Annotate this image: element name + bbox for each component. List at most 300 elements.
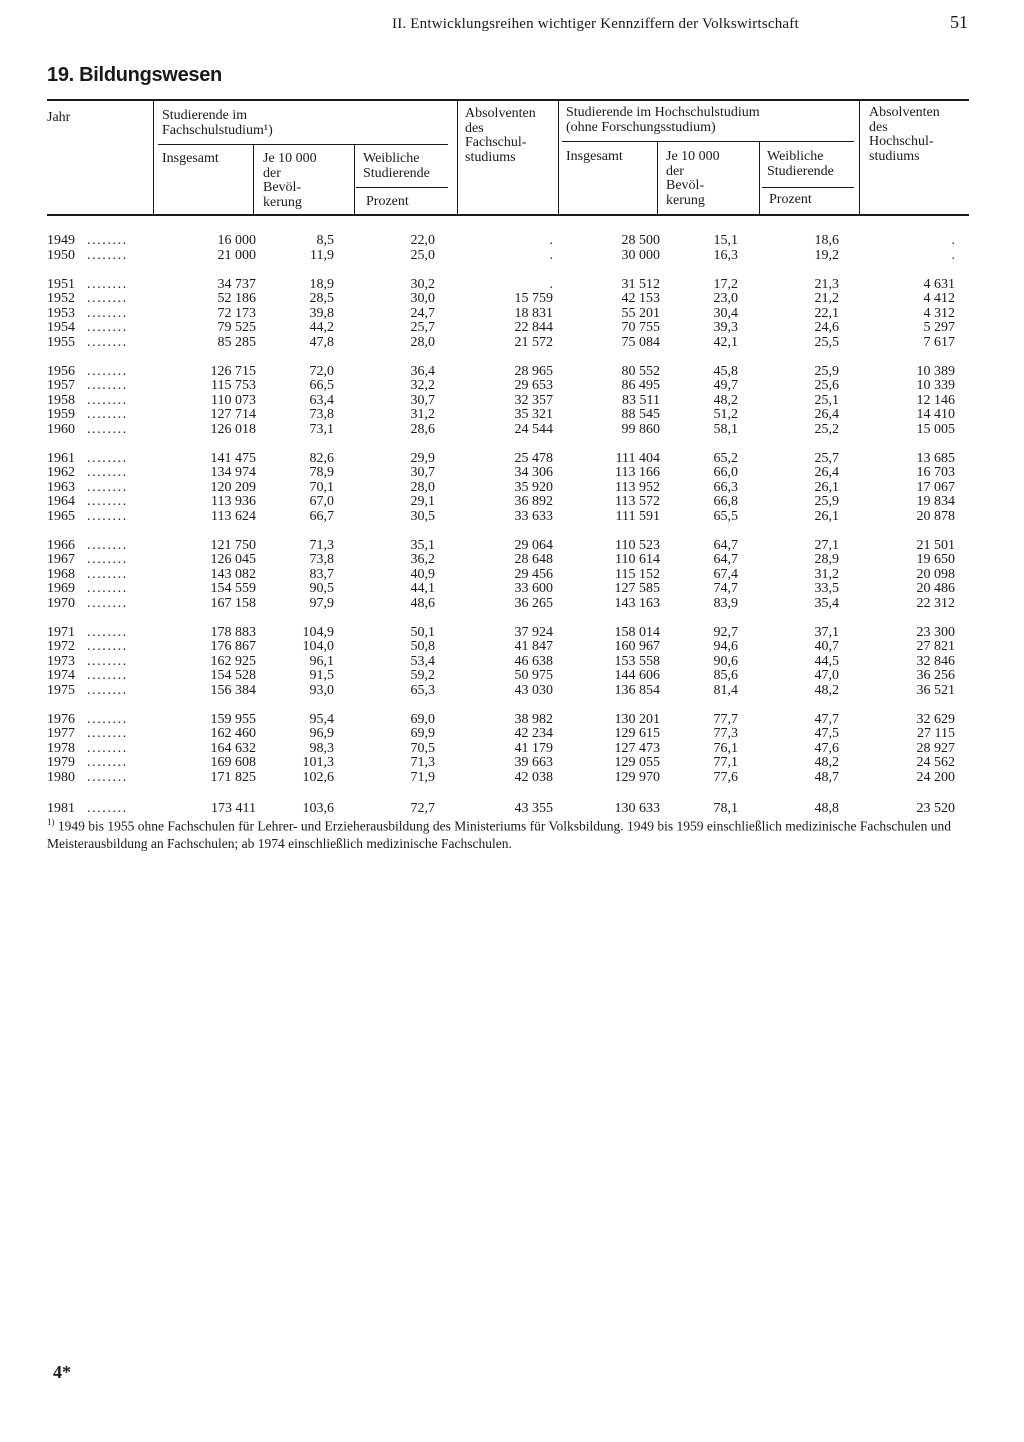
cell-absolventen-hochschul: 22 312 <box>916 595 955 611</box>
cell-fach-je-10000: 97,9 <box>309 595 334 611</box>
header-hoch-insgesamt: Insgesamt <box>566 149 623 164</box>
cell-fach-je-10000: 104,9 <box>302 624 334 640</box>
header-absolventen-fachschul: Absolventen des Fachschul- studiums <box>465 106 536 165</box>
header-hoch-weibliche: Weibliche Studierende <box>767 149 834 179</box>
header-jahr: Jahr <box>47 110 71 125</box>
cell-hoch-weibliche: 25,9 <box>814 494 839 509</box>
cell-absolventen-hochschul: . <box>951 247 955 263</box>
cell-hoch-je-10000: 66,0 <box>713 465 738 480</box>
cell-hoch-weibliche: 44,5 <box>814 653 839 669</box>
cell-hoch-insgesamt: 130 201 <box>614 711 660 727</box>
col-divider-2 <box>253 145 254 214</box>
cell-absolventen-hochschul: 4 631 <box>923 276 955 292</box>
cell-year: 1973 <box>47 653 75 669</box>
cell-hoch-insgesamt: 110 523 <box>615 537 660 553</box>
cell-year: 1962 <box>47 465 75 480</box>
cell-hoch-weibliche: 26,1 <box>814 479 839 495</box>
cell-hoch-weibliche: 37,1 <box>814 624 839 640</box>
cell-hoch-insgesamt: 80 552 <box>621 363 660 379</box>
header-fach-insgesamt: Insgesamt <box>162 151 219 166</box>
cell-absolventen-hochschul: 36 256 <box>916 668 955 683</box>
footnote <box>47 814 982 852</box>
cell-dots: ........ <box>87 537 128 553</box>
cell-hoch-insgesamt: 129 055 <box>614 755 660 770</box>
cell-fach-je-10000: 8,5 <box>316 233 334 248</box>
cell-fach-insgesamt: 113 624 <box>211 508 256 524</box>
cell-hoch-weibliche: 47,5 <box>814 726 839 741</box>
table-row <box>40 553 980 568</box>
cell-absolventen-hochschul: 27 115 <box>917 726 955 741</box>
table-row <box>40 292 980 307</box>
table-row <box>40 510 980 525</box>
cell-hoch-weibliche: 25,6 <box>814 378 839 393</box>
cell-dots: ........ <box>87 726 128 741</box>
table-row <box>40 379 980 394</box>
cell-dots: ........ <box>87 421 128 437</box>
cell-absolventen-fachschul: 37 924 <box>514 624 553 640</box>
col-divider-8 <box>859 101 860 214</box>
table-row <box>40 481 980 496</box>
cell-year: 1969 <box>47 581 75 596</box>
cell-absolventen-hochschul: 4 312 <box>923 305 955 321</box>
cell-hoch-je-10000: 77,3 <box>713 726 738 741</box>
cell-fach-je-10000: 39,8 <box>309 305 334 321</box>
cell-hoch-je-10000: 66,8 <box>713 494 738 509</box>
cell-fach-weibliche: 29,9 <box>410 450 435 466</box>
cell-hoch-weibliche: 25,1 <box>814 392 839 408</box>
cell-fach-je-10000: 93,0 <box>309 682 334 698</box>
cell-absolventen-fachschul: 15 759 <box>514 291 553 306</box>
cell-fach-insgesamt: 134 974 <box>210 465 256 480</box>
cell-fach-je-10000: 90,5 <box>309 581 334 596</box>
cell-absolventen-hochschul: 21 501 <box>916 537 955 553</box>
cell-fach-je-10000: 102,6 <box>302 769 334 785</box>
cell-fach-weibliche: 69,9 <box>410 726 435 741</box>
table-row <box>40 278 980 293</box>
cell-absolventen-fachschul: 35 321 <box>514 407 553 422</box>
cell-hoch-je-10000: 64,7 <box>713 552 738 567</box>
cell-fach-weibliche: 28,6 <box>410 421 435 437</box>
cell-absolventen-hochschul: 32 629 <box>916 711 955 727</box>
table-row <box>40 452 980 467</box>
cell-hoch-insgesamt: 86 495 <box>621 378 660 393</box>
cell-hoch-je-10000: 66,3 <box>713 479 738 495</box>
cell-fach-insgesamt: 16 000 <box>217 233 256 248</box>
table-row <box>40 321 980 336</box>
cell-dots: ........ <box>87 653 128 669</box>
cell-fach-je-10000: 73,8 <box>309 407 334 422</box>
cell-fach-weibliche: 59,2 <box>410 668 435 683</box>
cell-fach-je-10000: 63,4 <box>309 392 334 408</box>
cell-absolventen-fachschul: 42 038 <box>514 769 553 785</box>
cell-fach-insgesamt: 110 073 <box>211 392 256 408</box>
cell-fach-insgesamt: 167 158 <box>210 595 256 611</box>
cell-hoch-je-10000: 85,6 <box>713 668 738 683</box>
cell-year: 1952 <box>47 291 75 306</box>
cell-hoch-weibliche: 33,5 <box>814 581 839 596</box>
cell-year: 1955 <box>47 334 75 350</box>
cell-hoch-insgesamt: 30 000 <box>621 247 660 263</box>
cell-fach-insgesamt: 72 173 <box>217 305 256 321</box>
cell-fach-weibliche: 28,0 <box>410 334 435 350</box>
cell-fach-weibliche: 30,5 <box>410 508 435 524</box>
header-fach-weibliche: Weibliche Studierende <box>363 151 430 181</box>
footnote-text: 1949 bis 1955 ohne Fachschulen für Lehrer- und Erzieherausbildung des Ministeriums für Volksbildung. 1949 bis 1959 einschließlich medizinische Fachschulen und Meisterausbildung an Fachschulen; ab 1974 einschließlich medizinische Fachschulen. <box>47 818 951 851</box>
table-row <box>40 597 980 612</box>
cell-fach-je-10000: 28,5 <box>309 291 334 306</box>
cell-absolventen-hochschul: 4 412 <box>923 291 955 306</box>
cell-hoch-weibliche: 31,2 <box>814 566 839 582</box>
cell-fach-je-10000: 71,3 <box>309 537 334 553</box>
cell-absolventen-hochschul: 10 389 <box>916 363 955 379</box>
cell-absolventen-hochschul: 24 200 <box>916 769 955 785</box>
cell-hoch-je-10000: 81,4 <box>713 682 738 698</box>
cell-year: 1956 <box>47 363 75 379</box>
table-row <box>40 568 980 583</box>
cell-hoch-weibliche: 19,2 <box>814 247 839 263</box>
cell-dots: ........ <box>87 407 128 422</box>
cell-absolventen-hochschul: 10 339 <box>916 378 955 393</box>
cell-hoch-insgesamt: 88 545 <box>621 407 660 422</box>
table-row <box>40 640 980 655</box>
header-absolventen-hochschul: Absolventen des Hochschul- studiums <box>869 105 940 164</box>
cell-hoch-je-10000: 51,2 <box>713 407 738 422</box>
cell-year: 1980 <box>47 769 75 785</box>
cell-fach-je-10000: 82,6 <box>309 450 334 466</box>
cell-absolventen-fachschul: 33 600 <box>514 581 553 596</box>
cell-absolventen-fachschul: 29 456 <box>514 566 553 582</box>
table-row <box>40 539 980 554</box>
cell-hoch-weibliche: 35,4 <box>814 595 839 611</box>
cell-hoch-je-10000: 83,9 <box>713 595 738 611</box>
table-row <box>40 655 980 670</box>
cell-fach-je-10000: 66,5 <box>309 378 334 393</box>
cell-hoch-je-10000: 23,0 <box>713 291 738 306</box>
cell-absolventen-hochschul: 12 146 <box>916 392 955 408</box>
cell-fach-weibliche: 70,5 <box>410 740 435 756</box>
cell-fach-weibliche: 30,7 <box>410 392 435 408</box>
cell-hoch-je-10000: 94,6 <box>713 639 738 654</box>
cell-absolventen-hochschul: 16 703 <box>916 465 955 480</box>
cell-hoch-insgesamt: 111 591 <box>615 508 660 524</box>
cell-fach-je-10000: 95,4 <box>309 711 334 727</box>
cell-year: 1978 <box>47 740 75 756</box>
cell-fach-insgesamt: 154 528 <box>210 668 256 683</box>
cell-fach-je-10000: 44,2 <box>309 320 334 335</box>
cell-fach-insgesamt: 21 000 <box>217 247 256 263</box>
cell-year: 1970 <box>47 595 75 611</box>
cell-hoch-insgesamt: 42 153 <box>621 291 660 306</box>
cell-year: 1977 <box>47 726 75 741</box>
cell-dots: ........ <box>87 378 128 393</box>
header-fach-je-10000: Je 10 000 der Bevöl- kerung <box>263 151 317 210</box>
cell-fach-weibliche: 53,4 <box>410 653 435 669</box>
cell-hoch-insgesamt: 28 500 <box>621 233 660 248</box>
cell-absolventen-fachschul: 33 633 <box>514 508 553 524</box>
cell-fach-weibliche: 44,1 <box>410 581 435 596</box>
cell-fach-je-10000: 70,1 <box>309 479 334 495</box>
cell-fach-weibliche: 25,0 <box>410 247 435 263</box>
table-row <box>40 684 980 699</box>
cell-hoch-insgesamt: 75 084 <box>621 334 660 350</box>
table-row <box>40 756 980 771</box>
cell-year: 1968 <box>47 566 75 582</box>
cell-hoch-weibliche: 18,6 <box>814 233 839 248</box>
cell-fach-insgesamt: 126 018 <box>210 421 256 437</box>
cell-absolventen-fachschul: 43 355 <box>514 801 553 816</box>
cell-fach-insgesamt: 162 460 <box>210 726 256 741</box>
cell-fach-je-10000: 18,9 <box>309 276 334 292</box>
cell-absolventen-hochschul: 19 650 <box>916 552 955 567</box>
cell-absolventen-fachschul: 22 844 <box>514 320 553 335</box>
footnote-marker: 1) <box>47 817 55 827</box>
cell-hoch-weibliche: 21,2 <box>814 291 839 306</box>
cell-dots: ........ <box>87 276 128 292</box>
cell-dots: ........ <box>87 668 128 683</box>
cell-fach-weibliche: 35,1 <box>410 537 435 553</box>
cell-hoch-insgesamt: 160 967 <box>614 639 660 654</box>
cell-hoch-weibliche: 47,6 <box>814 740 839 756</box>
cell-absolventen-hochschul: 23 300 <box>916 624 955 640</box>
cell-hoch-je-10000: 92,7 <box>713 624 738 640</box>
header-hoch-je-10000: Je 10 000 der Bevöl- kerung <box>666 149 720 208</box>
cell-absolventen-fachschul: 25 478 <box>514 450 553 466</box>
cell-year: 1966 <box>47 537 75 553</box>
table-row <box>40 365 980 380</box>
cell-absolventen-fachschul: . <box>549 233 553 248</box>
cell-fach-weibliche: 25,7 <box>410 320 435 335</box>
cell-hoch-weibliche: 48,8 <box>814 801 839 816</box>
cell-hoch-weibliche: 26,1 <box>814 508 839 524</box>
cell-fach-je-10000: 73,8 <box>309 552 334 567</box>
cell-hoch-weibliche: 40,7 <box>814 639 839 654</box>
cell-hoch-je-10000: 65,2 <box>713 450 738 466</box>
fach-group-rule <box>158 144 448 145</box>
cell-hoch-je-10000: 78,1 <box>713 801 738 816</box>
cell-hoch-je-10000: 77,7 <box>713 711 738 727</box>
cell-fach-weibliche: 30,0 <box>410 291 435 306</box>
cell-hoch-weibliche: 24,6 <box>814 320 839 335</box>
table-row <box>40 307 980 322</box>
cell-hoch-je-10000: 77,1 <box>713 755 738 770</box>
cell-year: 1964 <box>47 494 75 509</box>
cell-fach-je-10000: 98,3 <box>309 740 334 756</box>
cell-fach-insgesamt: 79 525 <box>217 320 256 335</box>
cell-fach-weibliche: 30,2 <box>410 276 435 292</box>
table-row <box>40 771 980 786</box>
cell-fach-je-10000: 83,7 <box>309 566 334 582</box>
cell-fach-insgesamt: 121 750 <box>210 537 256 553</box>
cell-hoch-je-10000: 15,1 <box>713 233 738 248</box>
cell-year: 1965 <box>47 508 75 524</box>
cell-absolventen-hochschul: 32 846 <box>916 653 955 669</box>
cell-dots: ........ <box>87 479 128 495</box>
cell-hoch-je-10000: 49,7 <box>713 378 738 393</box>
cell-hoch-je-10000: 58,1 <box>713 421 738 437</box>
cell-hoch-weibliche: 25,2 <box>814 421 839 437</box>
table-row <box>40 234 980 249</box>
table-row <box>40 582 980 597</box>
cell-fach-weibliche: 36,4 <box>410 363 435 379</box>
cell-dots: ........ <box>87 682 128 698</box>
cell-hoch-weibliche: 25,5 <box>814 334 839 350</box>
cell-hoch-weibliche: 48,2 <box>814 682 839 698</box>
cell-fach-insgesamt: 34 737 <box>217 276 256 292</box>
cell-fach-insgesamt: 162 925 <box>210 653 256 669</box>
cell-fach-weibliche: 30,7 <box>410 465 435 480</box>
cell-absolventen-hochschul: 28 927 <box>916 740 955 756</box>
cell-hoch-weibliche: 27,1 <box>814 537 839 553</box>
cell-absolventen-fachschul: . <box>549 247 553 263</box>
cell-absolventen-hochschul: 36 521 <box>916 682 955 698</box>
cell-dots: ........ <box>87 801 128 816</box>
cell-hoch-weibliche: 21,3 <box>814 276 839 292</box>
cell-hoch-insgesamt: 83 511 <box>622 392 660 408</box>
cell-year: 1975 <box>47 682 75 698</box>
cell-fach-weibliche: 50,1 <box>410 624 435 640</box>
cell-absolventen-fachschul: 46 638 <box>514 653 553 669</box>
cell-dots: ........ <box>87 755 128 770</box>
cell-hoch-je-10000: 76,1 <box>713 740 738 756</box>
cell-year: 1981 <box>47 801 75 816</box>
cell-hoch-je-10000: 67,4 <box>713 566 738 582</box>
cell-fach-weibliche: 65,3 <box>410 682 435 698</box>
cell-hoch-insgesamt: 130 633 <box>614 801 660 816</box>
cell-fach-insgesamt: 115 753 <box>211 378 256 393</box>
cell-hoch-weibliche: 25,9 <box>814 363 839 379</box>
cell-dots: ........ <box>87 247 128 263</box>
cell-fach-weibliche: 32,2 <box>410 378 435 393</box>
cell-fach-insgesamt: 113 936 <box>211 494 256 509</box>
cell-hoch-weibliche: 28,9 <box>814 552 839 567</box>
cell-year: 1953 <box>47 305 75 321</box>
cell-absolventen-fachschul: 35 920 <box>514 479 553 495</box>
cell-hoch-weibliche: 22,1 <box>814 305 839 321</box>
cell-fach-je-10000: 72,0 <box>309 363 334 379</box>
cell-year: 1972 <box>47 639 75 654</box>
cell-hoch-weibliche: 48,2 <box>814 755 839 770</box>
hoch-group-rule <box>562 141 854 142</box>
cell-fach-insgesamt: 164 632 <box>210 740 256 756</box>
table-row <box>40 423 980 438</box>
cell-absolventen-hochschul: 24 562 <box>916 755 955 770</box>
cell-hoch-insgesamt: 110 614 <box>615 552 660 567</box>
cell-fach-je-10000: 91,5 <box>309 668 334 683</box>
cell-fach-weibliche: 72,7 <box>410 801 435 816</box>
cell-dots: ........ <box>87 291 128 306</box>
cell-year: 1963 <box>47 479 75 495</box>
cell-dots: ........ <box>87 595 128 611</box>
cell-fach-insgesamt: 126 715 <box>210 363 256 379</box>
cell-absolventen-fachschul: 38 982 <box>514 711 553 727</box>
cell-dots: ........ <box>87 581 128 596</box>
cell-hoch-je-10000: 42,1 <box>713 334 738 350</box>
cell-hoch-insgesamt: 113 952 <box>615 479 660 495</box>
cell-hoch-je-10000: 65,5 <box>713 508 738 524</box>
cell-fach-insgesamt: 126 045 <box>210 552 256 567</box>
cell-hoch-je-10000: 90,6 <box>713 653 738 669</box>
cell-absolventen-fachschul: 34 306 <box>514 465 553 480</box>
cell-dots: ........ <box>87 450 128 466</box>
cell-hoch-insgesamt: 143 163 <box>614 595 660 611</box>
cell-fach-je-10000: 73,1 <box>309 421 334 437</box>
cell-hoch-insgesamt: 113 166 <box>615 465 660 480</box>
cell-absolventen-fachschul: 39 663 <box>514 755 553 770</box>
cell-hoch-je-10000: 74,7 <box>713 581 738 596</box>
cell-absolventen-hochschul: 27 821 <box>916 639 955 654</box>
cell-hoch-weibliche: 48,7 <box>814 769 839 785</box>
cell-year: 1959 <box>47 407 75 422</box>
cell-hoch-insgesamt: 99 860 <box>621 421 660 437</box>
cell-dots: ........ <box>87 769 128 785</box>
cell-absolventen-hochschul: 14 410 <box>916 407 955 422</box>
cell-fach-je-10000: 66,7 <box>309 508 334 524</box>
cell-hoch-je-10000: 45,8 <box>713 363 738 379</box>
header-fach-group: Studierende im Fachschulstudium¹) <box>162 108 273 138</box>
col-divider-1 <box>153 101 154 214</box>
cell-fach-insgesamt: 176 867 <box>210 639 256 654</box>
table-row <box>40 249 980 264</box>
cell-hoch-insgesamt: 129 615 <box>614 726 660 741</box>
cell-hoch-insgesamt: 55 201 <box>621 305 660 321</box>
cell-fach-weibliche: 48,6 <box>410 595 435 611</box>
cell-absolventen-fachschul: 32 357 <box>514 392 553 408</box>
cell-absolventen-hochschul: 19 834 <box>916 494 955 509</box>
cell-fach-je-10000: 96,1 <box>309 653 334 669</box>
cell-year: 1961 <box>47 450 75 466</box>
cell-year: 1976 <box>47 711 75 727</box>
cell-absolventen-fachschul: 36 892 <box>514 494 553 509</box>
section-title: 19. Bildungswesen <box>47 64 222 86</box>
cell-dots: ........ <box>87 639 128 654</box>
cell-hoch-je-10000: 16,3 <box>713 247 738 263</box>
cell-fach-je-10000: 67,0 <box>309 494 334 509</box>
cell-hoch-je-10000: 48,2 <box>713 392 738 408</box>
cell-year: 1949 <box>47 233 75 248</box>
table-header-bottom-rule <box>47 214 969 216</box>
cell-year: 1950 <box>47 247 75 263</box>
header-hoch-group: Studierende im Hochschulstudium (ohne Forschungsstudium) <box>566 105 760 135</box>
cell-fach-weibliche: 69,0 <box>410 711 435 727</box>
cell-hoch-insgesamt: 113 572 <box>615 494 660 509</box>
cell-dots: ........ <box>87 740 128 756</box>
cell-hoch-weibliche: 26,4 <box>814 465 839 480</box>
running-head: II. Entwicklungsreihen wichtiger Kennziffern der Volkswirtschaft <box>392 16 799 32</box>
cell-fach-weibliche: 50,8 <box>410 639 435 654</box>
cell-absolventen-fachschul: 29 653 <box>514 378 553 393</box>
cell-dots: ........ <box>87 334 128 350</box>
cell-absolventen-fachschul: 41 179 <box>514 740 553 756</box>
cell-year: 1974 <box>47 668 75 683</box>
table-row <box>40 669 980 684</box>
cell-fach-weibliche: 22,0 <box>410 233 435 248</box>
cell-fach-insgesamt: 156 384 <box>210 682 256 698</box>
cell-dots: ........ <box>87 363 128 379</box>
cell-hoch-insgesamt: 115 152 <box>615 566 660 582</box>
cell-dots: ........ <box>87 552 128 567</box>
cell-hoch-insgesamt: 129 970 <box>614 769 660 785</box>
header-fach-prozent: Prozent <box>366 194 409 209</box>
cell-fach-weibliche: 71,9 <box>410 769 435 785</box>
cell-dots: ........ <box>87 305 128 321</box>
cell-fach-je-10000: 78,9 <box>309 465 334 480</box>
cell-fach-je-10000: 11,9 <box>310 247 334 263</box>
cell-absolventen-fachschul: 50 975 <box>514 668 553 683</box>
cell-absolventen-fachschul: . <box>549 276 553 292</box>
cell-fach-insgesamt: 178 883 <box>210 624 256 640</box>
cell-absolventen-hochschul: 5 297 <box>923 320 955 335</box>
cell-absolventen-fachschul: 28 965 <box>514 363 553 379</box>
